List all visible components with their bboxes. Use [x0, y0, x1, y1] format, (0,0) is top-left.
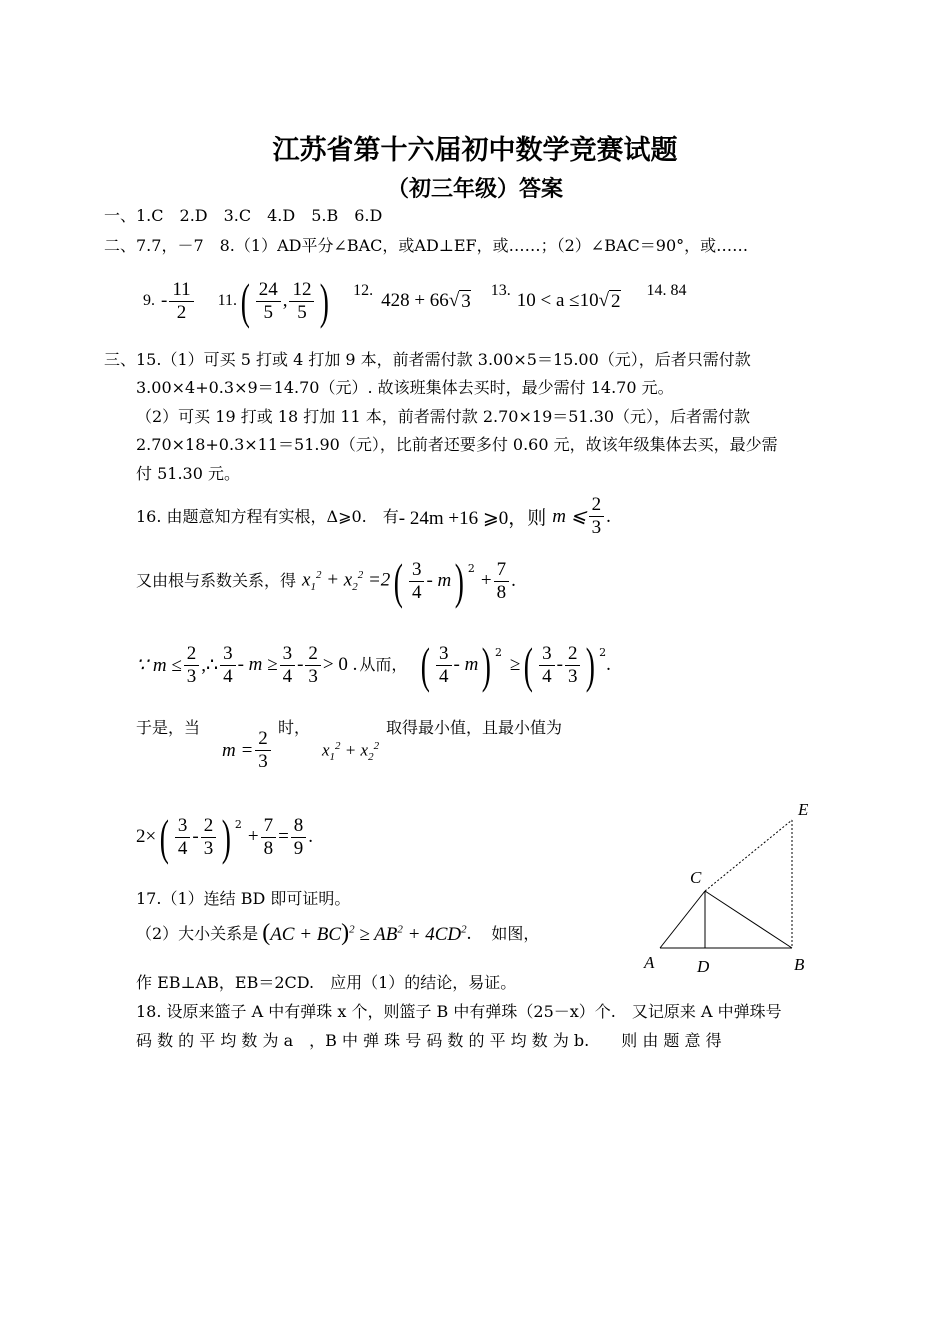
q16-l2-lparen: ( [394, 553, 404, 609]
q16-l4-frac [255, 728, 271, 773]
q11-a-den: 5 [263, 301, 273, 323]
q11-left-paren: ( [240, 273, 250, 329]
q16-line-3: ∵ m ≤ $\frac{2}{3}$ ,∴ $\frac{3}{4}$ - m ≥ $\frac{3}{4}$ - $\frac{2}{3}$ > 0 . 从而， ( $\frac{3}{4}$ - m ) $^2$ ≥ ( $\frac{3}{4}$ - $\frac{2}{3}$ ) $^2$ . [136, 637, 611, 693]
q16-f-num: 2 [589, 494, 605, 517]
q16-l5-f4n: 8 [291, 815, 307, 838]
q16-l2-den: 4 [411, 581, 422, 603]
q16-var-m: m ⩽ [552, 506, 587, 527]
q16-l5-lp: ( [159, 809, 170, 865]
q16-sum-squares: $x_1^2 + x_2^2 =2$ [302, 568, 391, 594]
q17-line-2: （2）大小关系是 $(AC + BC)^2 \ge AB^2 + 4CD^2$ . 如图， [136, 920, 540, 946]
q12-sqrt-sign: √ [448, 290, 460, 311]
q12-radicand: 3 [461, 290, 471, 312]
q16-l4-sum-squares: $x_1^2 + x_2^2$ [322, 740, 380, 764]
label-d: D [697, 957, 710, 976]
q16-text-1: 16. 由题意知方程有实根，Δ⩾0. 有 [136, 506, 399, 526]
q16-l3-f5 [436, 643, 452, 688]
q16-l3-f4n: 2 [305, 643, 321, 666]
q16-text-4a: 于是，当 [136, 718, 201, 737]
q16-l3-lp2: ( [524, 637, 534, 693]
q16-l3-f1 [184, 643, 200, 688]
q17-line-3: 作 EB⊥AB，EB＝2CD. 应用（1）的结论，易证。 [136, 973, 517, 992]
q17-line-1: 17.（1）连结 BD 即可证明。 [136, 889, 351, 908]
q16-text-4c: 取得最小值，且最小值为 [386, 718, 563, 737]
q16-l5-f4d: 9 [293, 837, 304, 859]
q11-a-num: 24 [256, 279, 281, 302]
answers-section-1: 一、1.C 2.D 3.C 4.D 5.B 6.D [104, 206, 383, 225]
q11-label: 11. [217, 292, 238, 309]
page-title: 江苏省第十六届初中数学竞赛试题 [272, 135, 678, 166]
q16-inequality: - 24m +16 ⩾0，则 [398, 508, 547, 529]
q16-because: ∵ m ≤ [136, 654, 182, 676]
segment-ac [660, 891, 705, 948]
q16-l3-f5n: 3 [436, 643, 452, 666]
label-c: C [690, 868, 702, 887]
q9-fraction [169, 279, 193, 324]
q16-l5-f3d: 8 [263, 837, 274, 859]
q16-line-2: 又由根与系数关系，得 $x_1^2 + x_2^2 =2$ ( $\frac{3}{4}$ - m ) $^2$ + $\frac{7}{8}$ . [136, 553, 516, 609]
q17-inequality: $(AC + BC)^2 \ge AB^2 + 4CD^2$ [262, 920, 467, 946]
q16-l3-rp2: ) [586, 637, 596, 693]
q16-l3-f2n: 3 [220, 643, 236, 666]
q17-text-2b: 如图， [491, 923, 540, 943]
q16-line-1: 16. 由题意知方程有实根，Δ⩾0. 有 - 24m +16 ⩾0，则 m ⩽ $\frac{2}{3}$ . [136, 494, 611, 538]
q9-sign: - [161, 290, 168, 311]
q16-l2-num7: 7 [494, 559, 510, 582]
q16-f-den: 3 [591, 517, 602, 538]
q16-l3-f7 [565, 643, 581, 688]
q14-answer: 14. 84 [646, 282, 687, 299]
q12-label: 12. [353, 282, 374, 299]
q16-text-4b: 时， [278, 718, 311, 737]
q11-b-num: 12 [289, 279, 314, 302]
q16-l5-f2d: 3 [203, 837, 214, 859]
page-subtitle: （初三年级）答案 [386, 177, 563, 202]
q16-l3-f3n: 3 [280, 643, 296, 666]
q15-line-1: 三、15.（1）可买 5 打或 4 打加 9 本，前者需付款 3.00×5＝15.00（元），后者只需付款 [104, 350, 751, 369]
q16-l5-f1 [175, 815, 191, 860]
q16-l3-f6n: 3 [539, 643, 555, 666]
q16-l5-f1d: 4 [177, 837, 188, 859]
q16-l2-frac-3-4 [409, 559, 425, 604]
q16-l2-minus-m: - m [426, 570, 452, 591]
q9-label: 9. [143, 292, 155, 309]
q16-m-eq: m = $\frac{2}{3}$ [222, 728, 273, 773]
q18-line-1: 18. 设原来篮子 A 中有弹珠 x 个，则篮子 B 中有弹珠（25－x）个. 又记原来 A 中弹珠号 [136, 1002, 782, 1021]
q15-line-3: （2）可买 19 打或 18 打加 11 本，前者需付款 2.70×19＝51.30（元），后者需付款 [136, 407, 751, 426]
label-b: B [794, 955, 805, 974]
q9-den: 2 [176, 301, 187, 323]
q16-l3-f1n: 2 [184, 643, 200, 666]
q16-text-2: 又由根与系数关系，得 [136, 571, 297, 590]
q16-l3-rp1: ) [482, 637, 492, 693]
q18-line-2: 码 数 的 平 均 数 为 a ，B 中 弹 珠 号 码 数 的 平 均 数 为 b. 则 由 题 意 得 [136, 1031, 722, 1050]
q16-l3-f7n: 2 [565, 643, 581, 666]
q16-l3-lp1: ( [421, 637, 431, 693]
q11-frac-a [256, 279, 281, 324]
q16-l5-f3n: 7 [261, 815, 277, 838]
q17-text-2: （2）大小关系是 [136, 923, 259, 943]
q16-min-value: 2× ( $\frac{3}{4}$ - $\frac{2}{3}$ ) $^2$ + $\frac{7}{8}$ = $\frac{8}{9}$ . [136, 809, 314, 865]
q11-frac-b [289, 279, 314, 324]
q13-sqrt-sign: √ [598, 290, 610, 311]
q16-l2-num: 3 [409, 559, 425, 582]
q16-l2-rparen: ) [455, 553, 465, 609]
q16-l3-f4 [305, 643, 321, 688]
q13-expr: 10 < a ≤10 [516, 290, 599, 311]
q16-l3-f6d: 4 [542, 665, 552, 687]
q16-l2-frac-7-8 [494, 559, 510, 604]
answer-line-9-14: 9. - $\frac{11}{2}$ 11. ( $\frac{24}{5}$ , $\frac{12}{5}$ ) 12. 428 + 66 √ 3 13. 10 < a ≤10 √ 2 14. 84 [143, 273, 687, 329]
q16-l3-f3d: 4 [282, 665, 293, 687]
q9-num: 11 [169, 279, 193, 302]
q13-label: 13. [490, 282, 511, 299]
q16-l5-f1n: 3 [175, 815, 191, 838]
q16-l3-f2d: 4 [223, 665, 233, 687]
q16-l4-den: 3 [258, 751, 268, 772]
q15-line-2: 3.00×4+0.3×9＝14.70（元）. 故该班集体去买时，最少需付 14.70 元。 [136, 378, 674, 397]
q16-l5-f2 [201, 815, 217, 860]
segment-cb [705, 891, 792, 948]
q16-l5-f2n: 2 [201, 815, 217, 838]
q16-text-3: 从而， [359, 655, 408, 674]
label-a: A [644, 953, 655, 972]
q16-l3-f6 [539, 643, 555, 688]
q16-l3-f1d: 3 [186, 665, 197, 687]
q16-l3-f5d: 4 [439, 665, 449, 687]
q16-l3-f2 [220, 643, 236, 688]
geometry-figure [630, 790, 830, 980]
q16-frac-2-3 [589, 494, 605, 539]
q11-right-paren: ) [320, 273, 330, 329]
q15-line-4: 2.70×18+0.3×11＝51.90（元），比前者还要多付 0.60 元，故该年级集体去买，最少需 [136, 435, 778, 454]
q16-l3-f3 [280, 643, 296, 688]
q11-b-den: 5 [297, 301, 307, 323]
label-e: E [798, 800, 809, 819]
q15-line-5: 付 51.30 元。 [136, 464, 240, 483]
q12-expr: 428 + 66 [381, 290, 449, 311]
q16-l2-den8: 8 [496, 581, 507, 603]
q16-l4-num: 2 [255, 728, 271, 751]
q16-l5-f3 [261, 815, 277, 860]
q16-l5-rp: ) [221, 809, 232, 865]
segment-ce [705, 820, 792, 891]
answers-section-2: 二、7.7，－7 8.（1）AD平分∠BAC，或AD⊥EF，或……；（2）∠BAC＝90°，或…… [104, 236, 749, 255]
q16-l5-f4 [291, 815, 307, 860]
q16-l3-f7d: 3 [567, 665, 578, 687]
q16-l3-f4d: 3 [308, 665, 318, 687]
q13-radicand: 2 [611, 290, 621, 312]
